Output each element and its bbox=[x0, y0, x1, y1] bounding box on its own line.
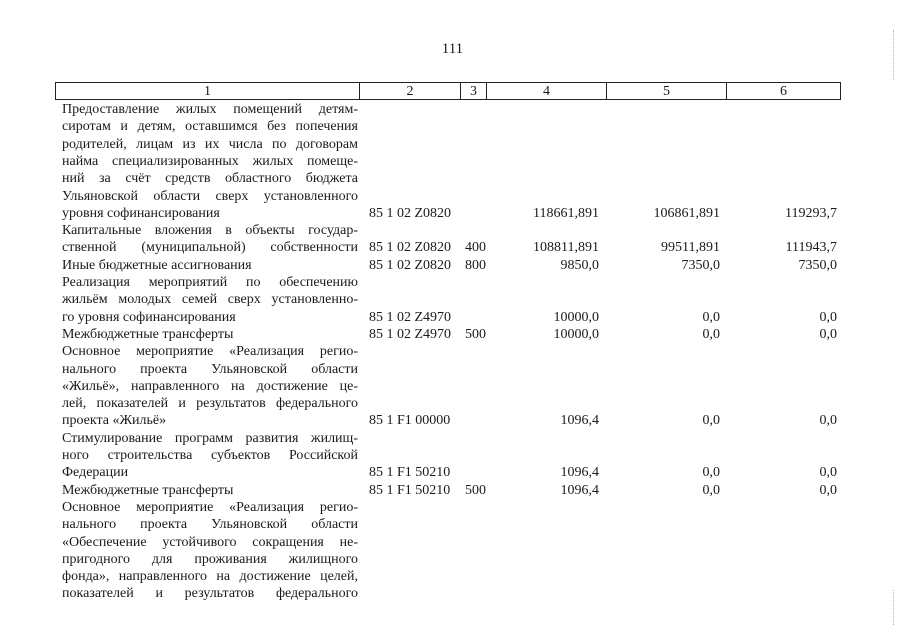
row-amount-col5: 106861,891 bbox=[653, 205, 720, 221]
table-row bbox=[0, 326, 905, 343]
row-amount-col6: 0,0 bbox=[819, 309, 837, 325]
table-row bbox=[0, 447, 905, 464]
table-row bbox=[0, 516, 905, 533]
row-amount-col6: 0,0 bbox=[819, 326, 837, 342]
row-description: проекта «Жильё» bbox=[62, 413, 167, 429]
row-description: Реализация мероприятий по обеспечению bbox=[62, 275, 358, 290]
row-amount-col6: 0,0 bbox=[819, 413, 837, 429]
row-amount-col4: 9850,0 bbox=[560, 257, 599, 273]
table-row bbox=[0, 222, 905, 239]
table-row bbox=[0, 499, 905, 516]
table-row bbox=[0, 101, 905, 118]
row-amount-col5: 0,0 bbox=[702, 465, 720, 481]
row-description: ний за счёт средств областного бюджета bbox=[62, 171, 358, 187]
row-description: сиротам и детям, оставшимся без попечения bbox=[62, 119, 358, 135]
row-type: 400 bbox=[465, 240, 486, 256]
table-row bbox=[0, 118, 905, 135]
row-description: показателей и результатов федерального bbox=[62, 586, 358, 602]
table-row bbox=[0, 412, 905, 429]
row-description: Иные бюджетные ассигнования bbox=[62, 257, 252, 273]
row-code: 85 1 02 Z4970 bbox=[369, 309, 452, 325]
row-description: Межбюджетные трансферты bbox=[62, 326, 234, 342]
row-description: пригодного для проживания жилищного bbox=[62, 551, 358, 567]
row-amount-col4: 1096,4 bbox=[560, 413, 599, 429]
row-amount-col6: 7350,0 bbox=[798, 257, 837, 273]
row-code: 85 1 F1 50210 bbox=[369, 482, 451, 498]
header-col-4: 4 bbox=[486, 82, 607, 100]
row-amount-col4: 10000,0 bbox=[553, 309, 599, 325]
row-description: найма специализированных жилых помеще- bbox=[62, 153, 358, 169]
header-col-5: 5 bbox=[606, 82, 727, 100]
scan-edge-mark bbox=[893, 30, 895, 80]
row-amount-col5: 0,0 bbox=[702, 482, 720, 498]
row-description: Межбюджетные трансферты bbox=[62, 482, 234, 498]
table-header bbox=[55, 82, 841, 100]
row-description: Стимулирование программ развития жилищ- bbox=[62, 430, 358, 446]
row-amount-col4: 1096,4 bbox=[560, 465, 599, 481]
table-row bbox=[0, 205, 905, 222]
row-amount-col6: 0,0 bbox=[819, 465, 837, 481]
row-description: «Жильё», направленного на достижение це- bbox=[62, 378, 358, 394]
header-col-2: 2 bbox=[359, 82, 461, 100]
header-col-3: 3 bbox=[460, 82, 487, 100]
row-amount-col5: 99511,891 bbox=[661, 240, 720, 256]
row-code: 85 1 F1 50210 bbox=[369, 465, 451, 481]
row-code: 85 1 02 Z0820 bbox=[369, 205, 452, 221]
row-amount-col4: 1096,4 bbox=[560, 482, 599, 498]
row-amount-col6: 111943,7 bbox=[785, 240, 837, 256]
row-amount-col4: 108811,891 bbox=[533, 240, 599, 256]
table-row bbox=[0, 551, 905, 568]
row-description: уровня софинансирования bbox=[62, 205, 220, 221]
row-description: нального проекта Ульяновской области bbox=[62, 361, 358, 377]
table-row bbox=[0, 464, 905, 481]
row-code: 85 1 02 Z4970 bbox=[369, 326, 452, 342]
table-row bbox=[0, 170, 905, 187]
table-row bbox=[0, 239, 905, 256]
table-row bbox=[0, 343, 905, 360]
row-amount-col4: 118661,891 bbox=[533, 205, 599, 221]
row-description: Предоставление жилых помещений детям- bbox=[62, 102, 358, 117]
scan-edge-mark bbox=[893, 590, 895, 625]
row-description: лей, показателей и результатов федерального bbox=[62, 396, 358, 412]
table-row bbox=[0, 274, 905, 291]
row-description: ного строительства субъектов Российской bbox=[62, 448, 358, 463]
table-row bbox=[0, 568, 905, 585]
table-row bbox=[0, 257, 905, 274]
header-col-6: 6 bbox=[726, 82, 841, 100]
table-row bbox=[0, 361, 905, 378]
row-description: ственной (муниципальной) собственности bbox=[62, 240, 358, 256]
table-row bbox=[0, 291, 905, 308]
row-description: Федерации bbox=[62, 465, 129, 481]
row-description: фонда», направленного на достижение целей, bbox=[62, 569, 358, 585]
header-col-1: 1 bbox=[55, 82, 360, 100]
table-row bbox=[0, 430, 905, 447]
row-description: родителей, лицам из их числа по договорам bbox=[62, 136, 358, 152]
row-description: Ульяновской области сверх установленного bbox=[62, 188, 358, 204]
row-description: го уровня софинансирования bbox=[62, 309, 236, 325]
table-row bbox=[0, 395, 905, 412]
row-code: 85 1 02 Z0820 bbox=[369, 240, 452, 256]
row-type: 500 bbox=[465, 326, 486, 342]
row-description: «Обеспечение устойчивого сокращения не- bbox=[62, 534, 358, 550]
row-code: 85 1 02 Z0820 bbox=[369, 257, 452, 273]
row-amount-col6: 119293,7 bbox=[785, 205, 837, 221]
table-row bbox=[0, 482, 905, 499]
row-description: нального проекта Ульяновской области bbox=[62, 517, 358, 533]
table-row bbox=[0, 585, 905, 602]
page-number: 111 bbox=[441, 41, 464, 57]
table-row bbox=[0, 188, 905, 205]
row-amount-col5: 7350,0 bbox=[681, 257, 720, 273]
row-amount-col5: 0,0 bbox=[702, 413, 720, 429]
row-description: Основное мероприятие «Реализация регио- bbox=[62, 499, 358, 515]
row-amount-col6: 0,0 bbox=[819, 482, 837, 498]
table-row bbox=[0, 534, 905, 551]
row-description: Капитальные вложения в объекты государ- bbox=[62, 223, 358, 239]
table-row bbox=[0, 136, 905, 153]
row-amount-col5: 0,0 bbox=[702, 309, 720, 325]
row-type: 500 bbox=[465, 482, 486, 498]
row-type: 800 bbox=[465, 257, 486, 273]
row-description: Основное мероприятие «Реализация регио- bbox=[62, 344, 358, 360]
row-code: 85 1 F1 00000 bbox=[369, 413, 451, 429]
row-description: жильём молодых семей сверх установленно- bbox=[62, 292, 358, 308]
table-row bbox=[0, 378, 905, 395]
table-row bbox=[0, 309, 905, 326]
row-amount-col4: 10000,0 bbox=[553, 326, 599, 342]
row-amount-col5: 0,0 bbox=[702, 326, 720, 342]
table-row bbox=[0, 153, 905, 170]
